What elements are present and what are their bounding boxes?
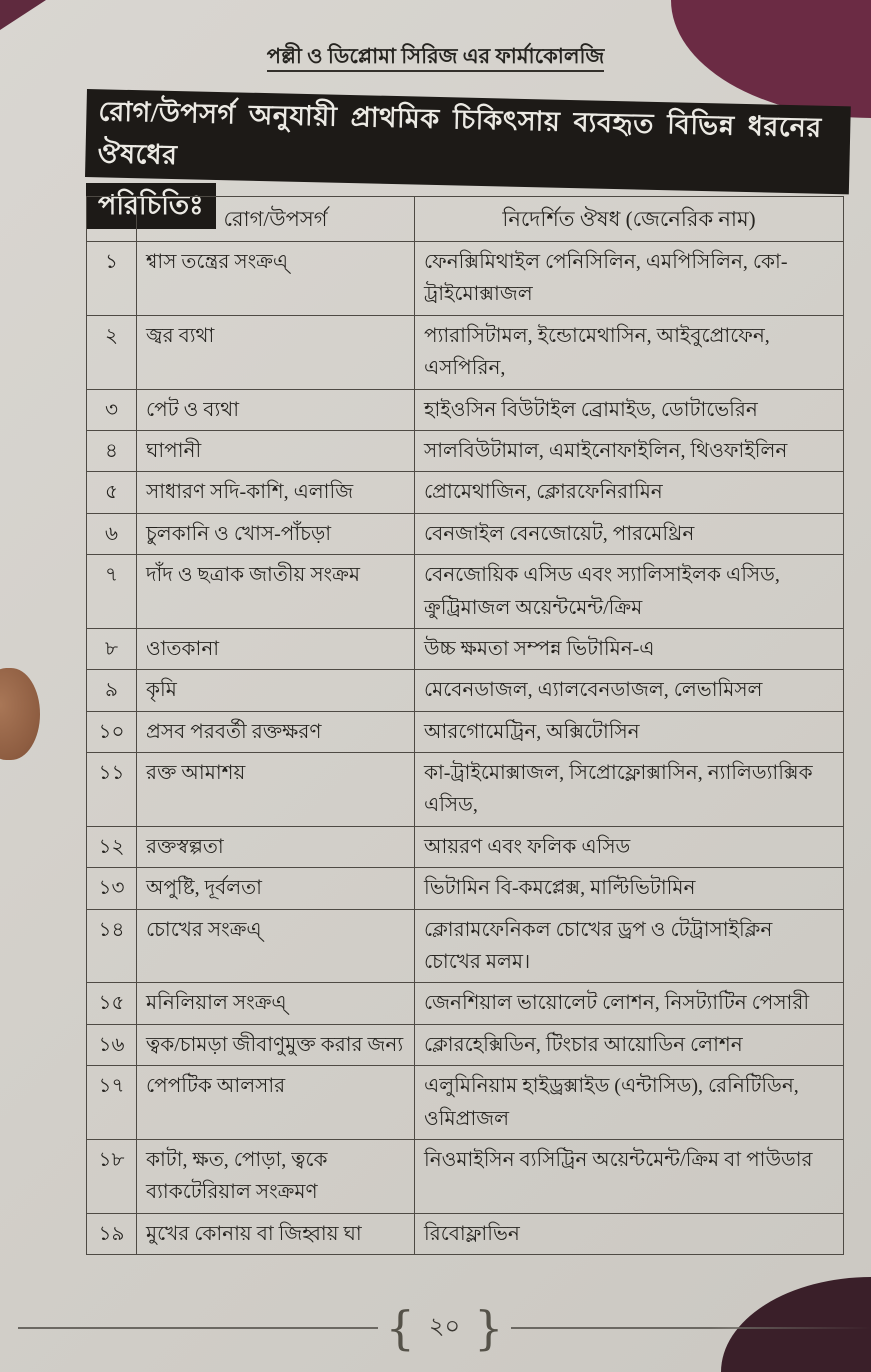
disease-cell: জ্বর ব্যথা [137, 315, 415, 389]
disease-cell: মনিলিয়াল সংক্রএ্ [137, 983, 415, 1024]
medicine-table [86, 196, 844, 1255]
serial-cell: ৮ [87, 628, 137, 669]
book-title-text: পল্লী ও ডিপ্লোমা সিরিজ এর ফার্মাকোলজি [267, 44, 605, 72]
disease-cell: প্রসব পরবর্তী রক্তক্ষরণ [137, 711, 415, 752]
medicine-cell: ফেনক্সিমিথাইল পেনিসিলিন, এমপিসিলিন, কো-ট্রাইমোক্সাজল [415, 242, 844, 316]
table-row [87, 1024, 844, 1065]
disease-cell: সাধারণ সদি-কাশি, এলাজি [137, 472, 415, 513]
table-row [87, 909, 844, 983]
column-header-medicine: নিদের্শিত ঔষধ (জেনেরিক নাম) [415, 197, 844, 242]
medicine-cell: সালবিউটামাল, এমাইনোফাইলিন, থিওফাইলিন [415, 430, 844, 471]
disease-cell: পেপটিক আলসার [137, 1066, 415, 1140]
table-row [87, 826, 844, 867]
disease-cell: পেট ও ব্যথা [137, 389, 415, 430]
serial-cell: ১৯ [87, 1213, 137, 1254]
table-row [87, 1066, 844, 1140]
medicine-cell: এলুমিনিয়াম হাইড্রক্সাইড (এন্টাসিড), রেনিটিডিন, ওমিপ্রাজল [415, 1066, 844, 1140]
medicine-cell: ক্লোরামফেনিকল চোখের ড্রপ ও টেট্রাসাইক্লিন চোখের মলম। [415, 909, 844, 983]
section-heading-line1: রোগ/উপসর্গ অনুযায়ী প্রাথমিক চিকিৎসায় ব্যবহৃত বিভিন্ন ধরনের ঔষধের [85, 89, 851, 194]
serial-cell: ৯ [87, 670, 137, 711]
table-row [87, 472, 844, 513]
book-title [0, 40, 871, 75]
column-header-serial [87, 197, 137, 242]
table-header-row [87, 197, 844, 242]
table-row [87, 430, 844, 471]
disease-cell: মুখের কোনায় বা জিহ্বায় ঘা [137, 1213, 415, 1254]
disease-cell: দাঁদ ও ছত্রাক জাতীয় সংক্রম [137, 555, 415, 629]
disease-cell: কৃমি [137, 670, 415, 711]
serial-cell: ১৮ [87, 1140, 137, 1214]
section-heading-line2: পরিচিতিঃ [86, 183, 216, 229]
serial-cell: ১১ [87, 753, 137, 827]
serial-cell: ২ [87, 315, 137, 389]
medicine-cell: মেবেনডাজল, এ্যালবেনডাজল, লেভামিসল [415, 670, 844, 711]
page-footer: { ২০ } [0, 1308, 871, 1348]
medicine-cell: ক্লোরহেক্সিডিন, টিংচার আয়োডিন লোশন [415, 1024, 844, 1065]
disease-cell: অপুষ্টি, দূর্বলতা [137, 868, 415, 909]
disease-cell: রক্ত আমাশয় [137, 753, 415, 827]
table-row [87, 628, 844, 669]
table-row [87, 983, 844, 1024]
serial-cell: ৪ [87, 430, 137, 471]
table-row [87, 242, 844, 316]
serial-cell: ৩ [87, 389, 137, 430]
medicine-cell: জেনশিয়াল ভায়োলেট লোশন, নিসট্যাটিন পেসারী [415, 983, 844, 1024]
table-row [87, 1213, 844, 1254]
medicine-cell: বেনজাইল বেনজোয়েট, পারমেথ্রিন [415, 513, 844, 554]
medicine-cell: হাইওসিন বিউটাইল ব্রোমাইড, ডোটাভেরিন [415, 389, 844, 430]
medicine-cell: আরগোমেট্রিন, অক্সিটোসিন [415, 711, 844, 752]
serial-cell: ১৫ [87, 983, 137, 1024]
table-row [87, 1140, 844, 1214]
serial-cell: ৬ [87, 513, 137, 554]
table-row [87, 513, 844, 554]
table-row [87, 711, 844, 752]
medicine-cell: প্রোমেথাজিন, ক্লোরফেনিরামিন [415, 472, 844, 513]
medicine-cell: নিওমাইসিন ব্যসিট্রিন অয়েন্টমেন্ট/ক্রিম বা পাউডার [415, 1140, 844, 1214]
serial-cell: ১৪ [87, 909, 137, 983]
table-body [87, 242, 844, 1255]
column-header-disease: রোগ/উপসর্গ [137, 197, 415, 242]
serial-cell: ১ [87, 242, 137, 316]
medicine-cell: রিবোফ্লাভিন [415, 1213, 844, 1254]
serial-cell: ৫ [87, 472, 137, 513]
table-row [87, 868, 844, 909]
medicine-cell: প্যারাসিটামল, ইন্ডোমেথাসিন, আইবুপ্রোফেন, এসপিরিন, [415, 315, 844, 389]
table-row [87, 315, 844, 389]
disease-cell: কাটা, ক্ষত, পোড়া, ত্বকে ব্যাকটেরিয়াল সংক্রমণ [137, 1140, 415, 1214]
footer-rule-left [18, 1327, 378, 1329]
disease-cell: ঘাপানী [137, 430, 415, 471]
serial-cell: ১২ [87, 826, 137, 867]
serial-cell: ১৬ [87, 1024, 137, 1065]
serial-cell: ১৩ [87, 868, 137, 909]
table-row [87, 555, 844, 629]
table-row [87, 753, 844, 827]
table-row [87, 670, 844, 711]
serial-cell: ৭ [87, 555, 137, 629]
medicine-cell: বেনজোয়িক এসিড এবং স্যালিসাইলক এসিড, ক্রুট্রিমাজল অয়েন্টমেন্ট/ক্রিম [415, 555, 844, 629]
serial-cell: ১৭ [87, 1066, 137, 1140]
medicine-cell: আয়রণ এবং ফলিক এসিড [415, 826, 844, 867]
disease-cell: চোখের সংক্রএ্ [137, 909, 415, 983]
footer-rule-right [511, 1327, 871, 1329]
serial-cell: ১০ [87, 711, 137, 752]
medicine-cell: উচ্চ ক্ষমতা সম্পন্ন ভিটামিন-এ [415, 628, 844, 669]
disease-cell: রক্তস্বল্পতা [137, 826, 415, 867]
table-row [87, 389, 844, 430]
page-number: ২০ [428, 1314, 461, 1340]
disease-cell: চুলকানি ও খোস-পাঁচড়া [137, 513, 415, 554]
medicine-cell: কা-ট্রাইমোক্সাজল, সিপ্রোফ্লোক্সাসিন, ন্যালিড্যাক্সিক এসিড, [415, 753, 844, 827]
disease-cell: শ্বাস তন্ত্রের সংক্রএ্ [137, 242, 415, 316]
disease-cell: ওাতকানা [137, 628, 415, 669]
disease-cell: ত্বক/চামড়া জীবাণুমুক্ত করার জন্য [137, 1024, 415, 1065]
medicine-cell: ভিটামিন বি-কমপ্লেক্স, মাল্টিভিটামিন [415, 868, 844, 909]
